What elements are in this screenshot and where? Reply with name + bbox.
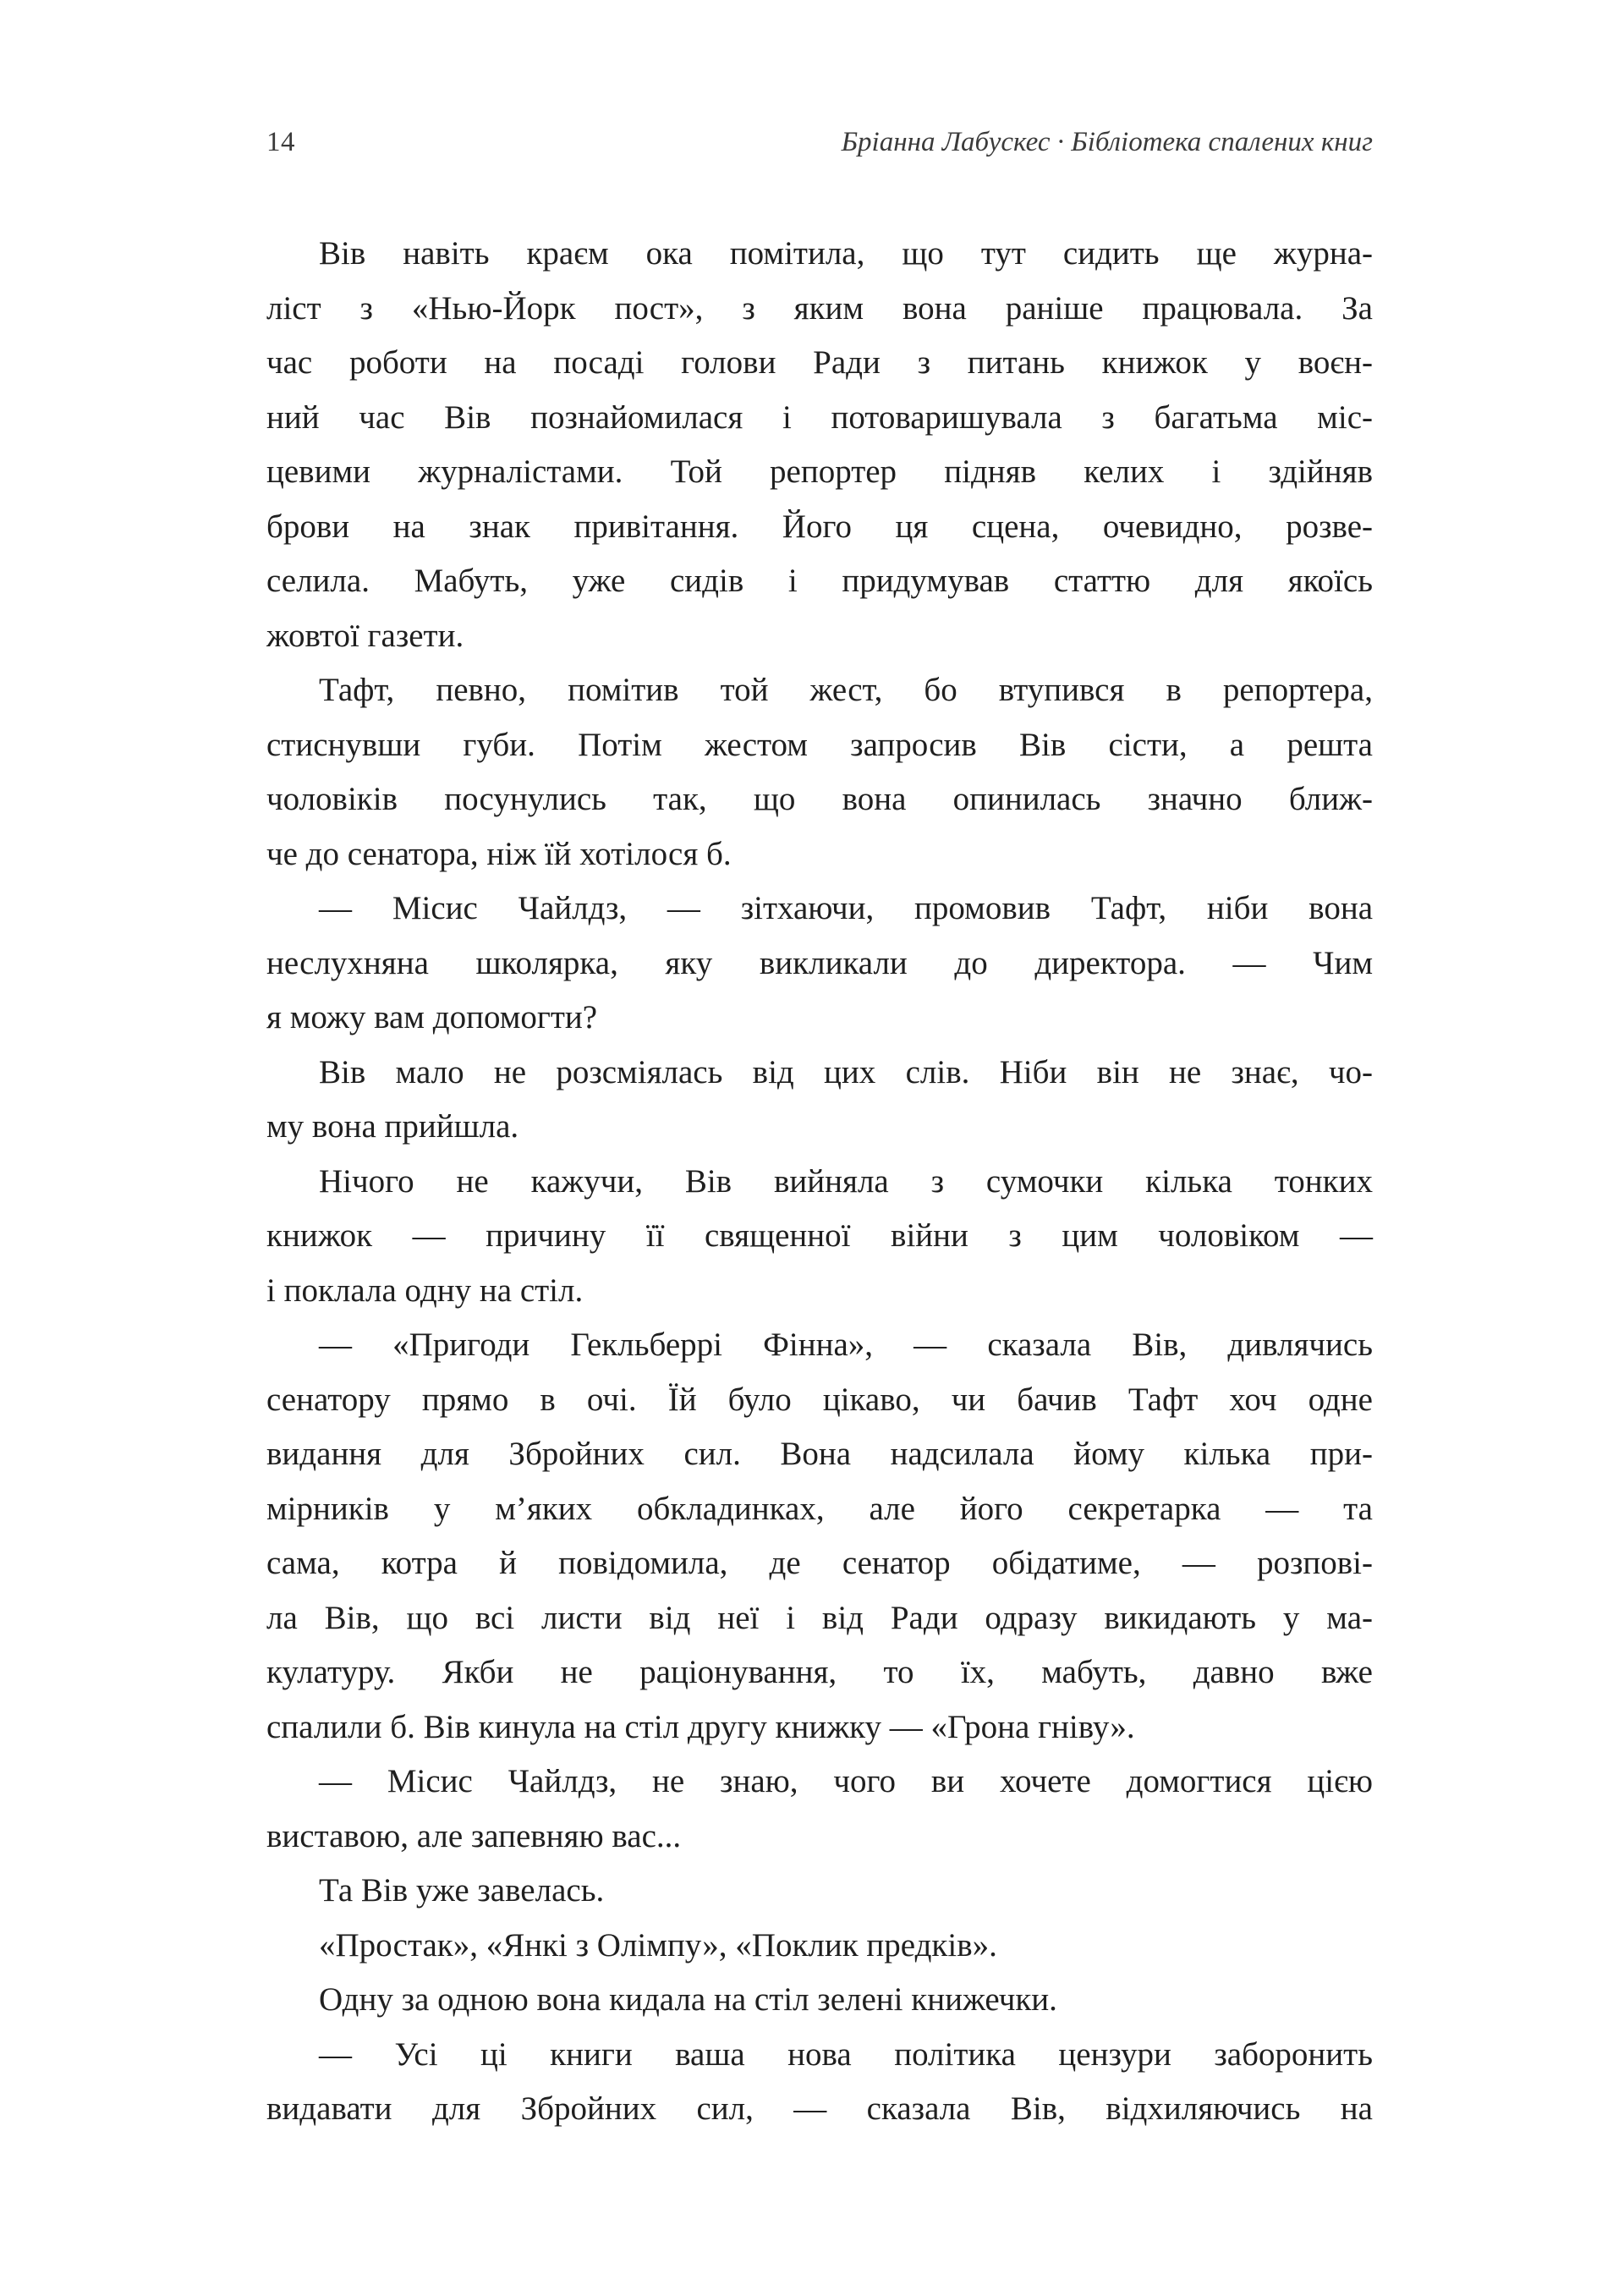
text-line: кулатуру. Якби не раціонування, то їх, мабуть, давно вже: [266, 1654, 1373, 1690]
text-line: Вів навіть краєм ока помітила, що тут сидить ще журна-: [319, 235, 1373, 272]
text-line: — Усі ці книги ваша нова політика цензури заборонить: [319, 2035, 1373, 2073]
text-line: і поклала одну на стіл.: [266, 1272, 584, 1309]
text-line: я можу вам допомогти?: [266, 999, 598, 1035]
text-line: че до сенатора, ніж їй хотілося б.: [266, 835, 732, 872]
text-line: книжок — причину її священної війни з цим чоловіком —: [266, 1217, 1373, 1254]
text-line: Та Вів уже завелась.: [319, 1872, 605, 1909]
text-line: стиснувши губи. Потім жестом запросив Вів сісти, а решта: [266, 726, 1373, 763]
paragraph: [266, 227, 1373, 663]
text-line: сама, котра й повідомила, де сенатор обідатиме, — розпові-: [266, 1545, 1373, 1581]
paragraph: [266, 663, 1373, 882]
text-line: ний час Вів познайомилася і потоваришувала з багатьма міс-: [266, 398, 1373, 436]
text-line: чоловіків посунулись так, що вона опинилась значно ближ-: [266, 781, 1373, 817]
text-line: видавати для Збройних сил, — сказала Вів, відхиляючись на: [266, 2090, 1373, 2127]
text-line: час роботи на посаді голови Ради з питань книжок у воєн-: [266, 344, 1373, 381]
text-line: неслухняна школярка, яку викликали до директора. — Чим: [266, 944, 1373, 981]
text-line: виставою, але запевняю вас...: [266, 1817, 682, 1854]
text-line: Вів мало не розсміялась від цих слів. Ніби він не знає, чо-: [319, 1053, 1373, 1090]
text-line: му вона прийшла.: [266, 1108, 519, 1145]
text-line: селила. Мабуть, уже сидів і придумував статтю для якоїсь: [266, 563, 1373, 599]
text-line: Нічого не кажучи, Вів вийняла з сумочки кілька тонких: [319, 1162, 1373, 1200]
page-body: [266, 227, 1373, 2137]
running-title: Бріанна Лабускес · Бібліотека спалених книг: [841, 127, 1373, 157]
text-line: жовтої газети.: [266, 617, 464, 654]
paragraph: [266, 882, 1373, 1046]
text-line: ла Вів, що всі листи від неї і від Ради одразу викидають у ма-: [266, 1599, 1373, 1636]
text-line: ліст з «Нью-Йорк пост», з яким вона раніше працювала. За: [266, 289, 1373, 327]
paragraph: [266, 2028, 1373, 2137]
paragraph: [266, 1046, 1373, 1155]
text-line: — «Пригоди Гекльберрі Фінна», — сказала Вів, дивлячись: [319, 1327, 1373, 1363]
text-line: мірників у м’яких обкладинках, але його секретарка — та: [266, 1490, 1373, 1527]
text-line: брови на знак привітання. Його ця сцена, очевидно, розве-: [266, 508, 1373, 545]
text-line: — Місис Чайлдз, не знаю, чого ви хочете домогтися цією: [319, 1763, 1373, 1799]
paragraph: [266, 1864, 1373, 1919]
paragraph: [266, 1919, 1373, 1974]
text-line: спалили б. Вів кинула на стіл другу книжку — «Грона гніву».: [266, 1708, 1135, 1745]
text-line: сенатору прямо в очі. Їй було цікаво, чи бачив Тафт хоч одне: [266, 1381, 1373, 1418]
text-line: «Простак», «Янкі з Олімпу», «Поклик предків».: [319, 1926, 997, 1964]
paragraph: [266, 1155, 1373, 1319]
paragraph: [266, 1973, 1373, 2028]
text-line: цевими журналістами. Той репортер підняв келих і здійняв: [266, 453, 1373, 490]
text-line: Одну за одною вона кидала на стіл зелені книжечки.: [319, 1981, 1057, 2018]
paragraph: [266, 1755, 1373, 1864]
text-line: — Місис Чайлдз, — зітхаючи, промовив Тафт, ніби вона: [319, 890, 1373, 926]
text-line: Тафт, певно, помітив той жест, бо втупився в репортера,: [319, 672, 1373, 708]
text-line: видання для Збройних сил. Вона надсилала йому кілька при-: [266, 1436, 1373, 1472]
running-head: [266, 127, 1373, 158]
page-number: 14: [266, 127, 295, 157]
paragraph: [266, 1318, 1373, 1755]
